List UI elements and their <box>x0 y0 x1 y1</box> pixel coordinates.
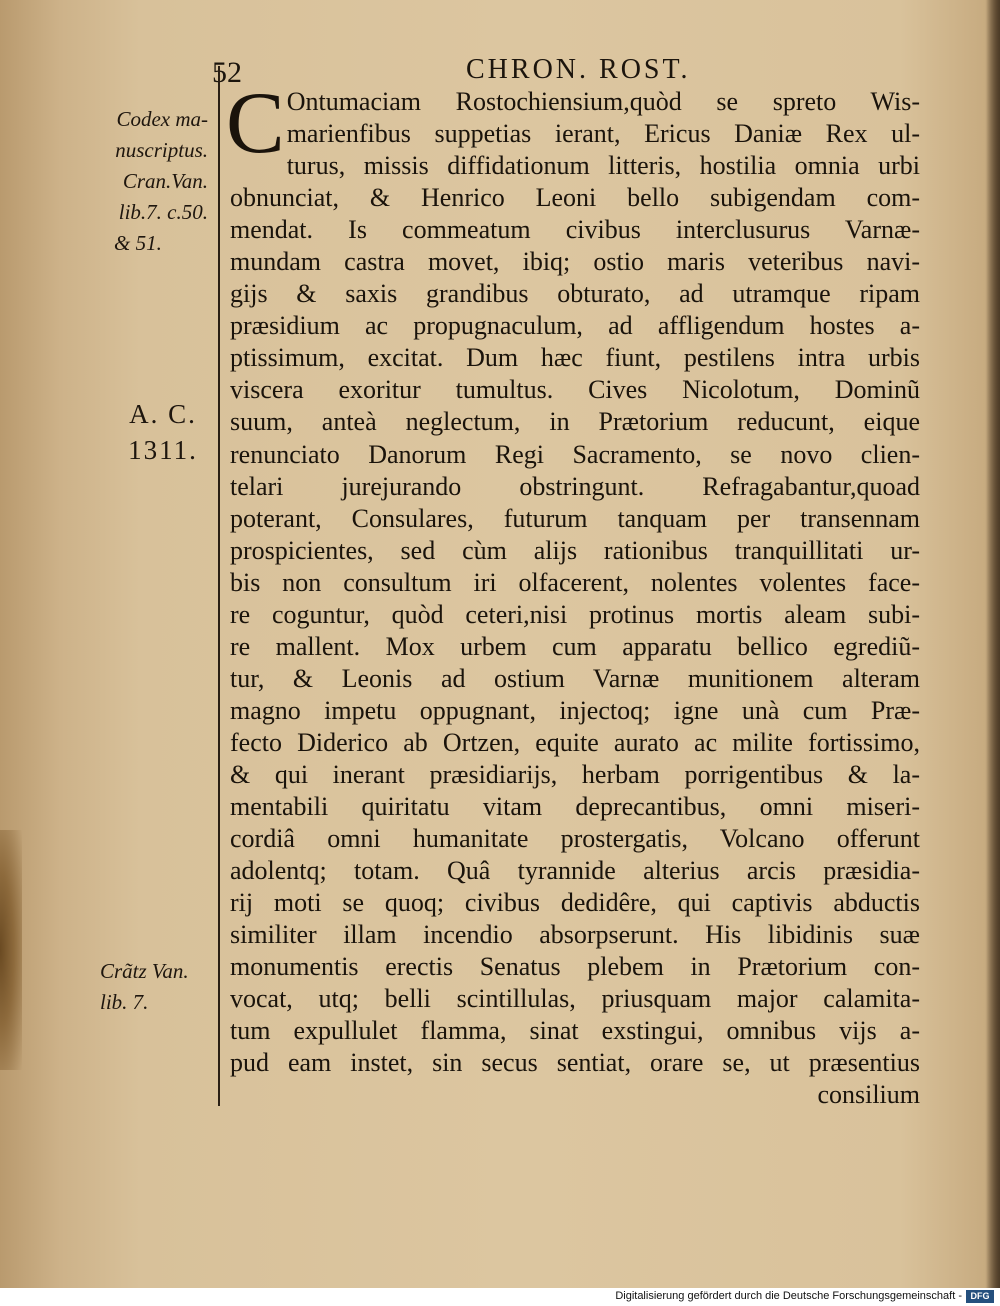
text-line: prospicientes, sed cùm alijs rationibus tranquillitati ur- <box>230 535 920 565</box>
margin-year-value: 1311. <box>128 435 198 465</box>
text-line: magno impetu oppugnant, injectoq; igne unà cum Præ- <box>230 695 920 725</box>
margin-note-line: Codex ma- <box>116 107 208 131</box>
text-line: turus, missis diffidationum litteris, hostilia omnia urbi <box>286 151 920 181</box>
running-title: CHRON. ROST. <box>466 54 691 85</box>
margin-rule <box>218 66 220 1106</box>
text-line: gijs & saxis grandibus obturato, ad utramque ripam <box>230 279 920 309</box>
text-line: monumentis erectis Senatus plebem in Prætorium con- <box>230 952 920 982</box>
margin-note-line: & 51. <box>114 231 162 255</box>
drop-capital: C <box>226 75 285 172</box>
text-line: mundam castra movet, ibiq; ostio maris veteribus navi- <box>230 247 920 277</box>
text-line: re mallent. Mox urbem cum apparatu bellico egrediũ- <box>230 631 920 661</box>
margin-note-line: nuscriptus. <box>115 138 208 162</box>
text-line: mentabili quiritatu vitam deprecantibus, omni miseri- <box>230 792 920 822</box>
text-line: mendat. Is commeatum civibus interclusurus Varnæ- <box>230 215 920 245</box>
text-line: poterant, Consulares, futurum tanquam per transennam <box>230 503 920 533</box>
dfg-logo-icon[interactable]: DFG <box>966 1290 994 1303</box>
margin-year-note <box>118 396 208 468</box>
text-line: tur, & Leonis ad ostium Varnæ munitionem alteram <box>230 663 920 693</box>
text-line: cordiâ omni humanitate prostergatis, Volcano offerunt <box>230 824 920 854</box>
text-line: ptissimum, excitat. Dum hæc fiunt, pestilens intra urbis <box>230 343 920 373</box>
text-line: suum, anteà neglectum, in Prætorium reducunt, eique <box>230 407 920 437</box>
text-line: marienfibus suppetias ierant, Ericus Daniæ Rex ul- <box>286 119 920 149</box>
text-line: & qui inerant præsidiarijs, herbam porrigentibus & la- <box>230 759 920 789</box>
funding-credit: Digitalisierung gefördert durch die Deutsche Forschungsgemeinschaft - <box>615 1290 962 1302</box>
text-line: adolentq; totam. Quâ tyrannide alterius arcis præsidia- <box>230 856 920 886</box>
text-line: re coguntur, quòd ceteri,nisi protinus mortis aleam subi- <box>230 599 920 629</box>
text-line: bis non consultum iri olfacerent, nolentes volentes face- <box>230 567 920 597</box>
text-line: similiter illam incendio absorpserunt. His libidinis suæ <box>230 920 920 950</box>
text-line: tum expullulet flamma, sinat exstingui, omnibus vijs a- <box>230 1016 920 1046</box>
text-line: Ontumaciam Rostochiensium,quòd se spreto Wis- <box>286 87 920 116</box>
margin-year-label: A. C. <box>129 399 197 429</box>
text-line: telari jurejurando obstringunt. Refragabantur,quoad <box>230 471 920 501</box>
catchword: consilium <box>817 1080 920 1110</box>
text-line: viscera exoritur tumultus. Cives Nicolotum, Dominũ <box>230 375 920 405</box>
margin-note-line: Crãtz Van. <box>100 959 189 983</box>
main-text-block <box>226 75 920 1112</box>
margin-note-line: lib.7. c.50. <box>118 200 208 224</box>
margin-note-codex <box>96 104 208 259</box>
text-line: renunciato Danorum Regi Sacramento, se novo clien- <box>230 439 920 469</box>
margin-note-line: lib. 7. <box>100 990 149 1014</box>
text-line: rij moti se quoq; civibus dedidêre, qui captivis abductis <box>230 888 920 918</box>
text-line: præsidium ac propugnaculum, ad affligendum hostes a- <box>230 311 920 341</box>
text-line: pud eam instet, sin secus sentiat, orare se, ut præsentius <box>230 1048 920 1078</box>
margin-note-crantz <box>100 956 208 1018</box>
text-line: obnunciat, & Henrico Leoni bello subigendam com- <box>230 183 920 213</box>
page-number: 52 <box>212 56 242 89</box>
text-line: fecto Diderico ab Ortzen, equite aurato ac milite fortissimo, <box>230 727 920 757</box>
text-line: vocat, utq; belli scintillulas, priusquam major calamita- <box>230 984 920 1014</box>
margin-note-line: Cran.Van. <box>122 169 208 193</box>
